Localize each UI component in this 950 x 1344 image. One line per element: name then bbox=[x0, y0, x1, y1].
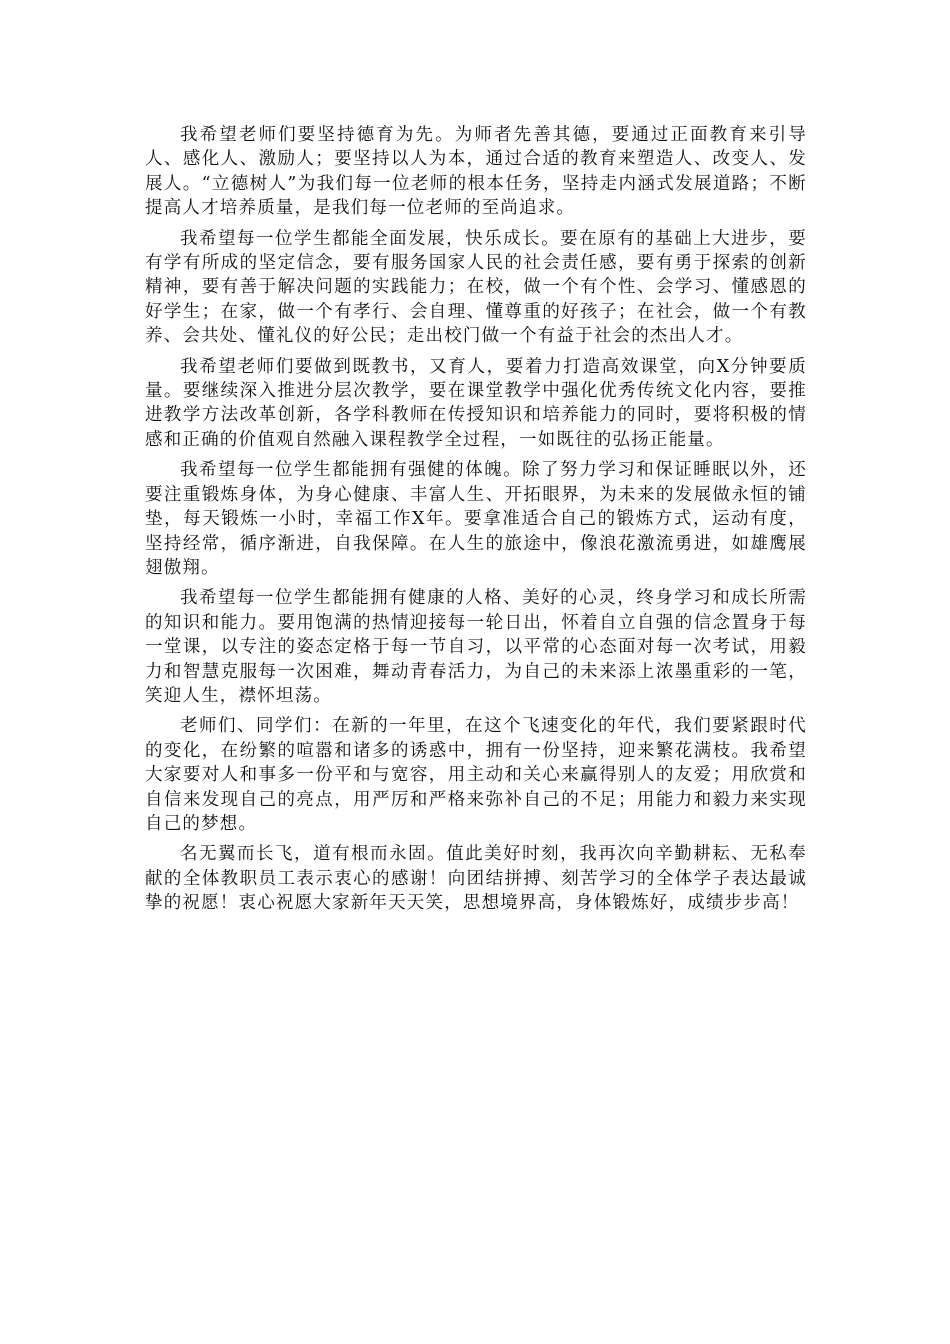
document-body bbox=[145, 123, 807, 922]
paragraph-4: 我希望每一位学生都能拥有强健的体魄。除了努力学习和保证睡眠以外，还要注重锻炼身体，为身心健康、丰富人生、开拓眼界，为未来的发展做永恒的铺垫，每天锻炼一小时，幸福工作X年。要拿准适合自己的锻炼方式，运动有度，坚持经常，循序渐进，自我保障。在人生的旅途中，像浪花激流勇进，如雄鹰展翅傲翔。 bbox=[145, 460, 807, 578]
paragraph-6: 老师们、同学们：在新的一年里，在这个飞速变化的年代，我们要紧跟时代的变化，在纷繁的喧嚣和诸多的诱惑中，拥有一份坚持，迎来繁花满枝。我希望大家要对人和事多一份平和与宽容，用主动和关心来赢得别人的友爱；用欣赏和自信来发现自己的亮点，用严厉和严格来弥补自己的不足；用能力和毅力来实现自己的梦想。 bbox=[145, 716, 807, 834]
paragraph-2: 我希望每一位学生都能全面发展，快乐成长。要在原有的基础上大进步，要有学有所成的坚定信念，要有服务国家人民的社会责任感，要有勇于探索的创新精神，要有善于解决问题的实践能力；在校，做一个有个性、会学习、懂感恩的好学生；在家，做一个有孝行、会自理、懂尊重的好孩子；在社会，做一个有教养、会共处、懂礼仪的好公民；走出校门做一个有益于社会的杰出人才。 bbox=[145, 228, 807, 347]
paragraph-3: 我希望老师们要做到既教书，又育人，要着力打造高效课堂，向X分钟要质量。要继续深入推进分层次教学，要在课堂教学中强化优秀传统文化内容，要推进教学方法改革创新，各学科教师在传授知识和培养能力的同时，要将积极的情感和正确的价值观自然融入课程教学全过程，一如既往的弘扬正能量。 bbox=[145, 356, 807, 450]
paragraph-5: 我希望每一位学生都能拥有健康的人格、美好的心灵，终身学习和成长所需的知识和能力。要用饱满的热情迎接每一轮日出，怀着自立自强的信念置身于每一堂课，以专注的姿态定格于每一节自习，以平常的心态面对每一次考试，用毅力和智慧克服每一次困难，舞动青春活力，为自己的未来添上浓墨重彩的一笔，笑迎人生，襟怀坦荡。 bbox=[145, 588, 807, 706]
paragraph-7: 名无翼而长飞，道有根而永固。值此美好时刻，我再次向辛勤耕耘、无私奉献的全体教职员工表示衷心的感谢！向团结拼搏、刻苦学习的全体学子表达最诚挚的祝愿！衷心祝愿大家新年天天笑，思想境界高，身体锻炼好，成绩步步高！ bbox=[145, 844, 807, 914]
paragraph-1: 我希望老师们要坚持德育为先。为师者先善其德，要通过正面教育来引导人、感化人、激励人；要坚持以人为本，通过合适的教育来塑造人、改变人、发展人。“立德树人”为我们每一位老师的根本任务，坚持走内涵式发展道路；不断提高人才培养质量，是我们每一位老师的至尚追求。 bbox=[145, 125, 807, 219]
